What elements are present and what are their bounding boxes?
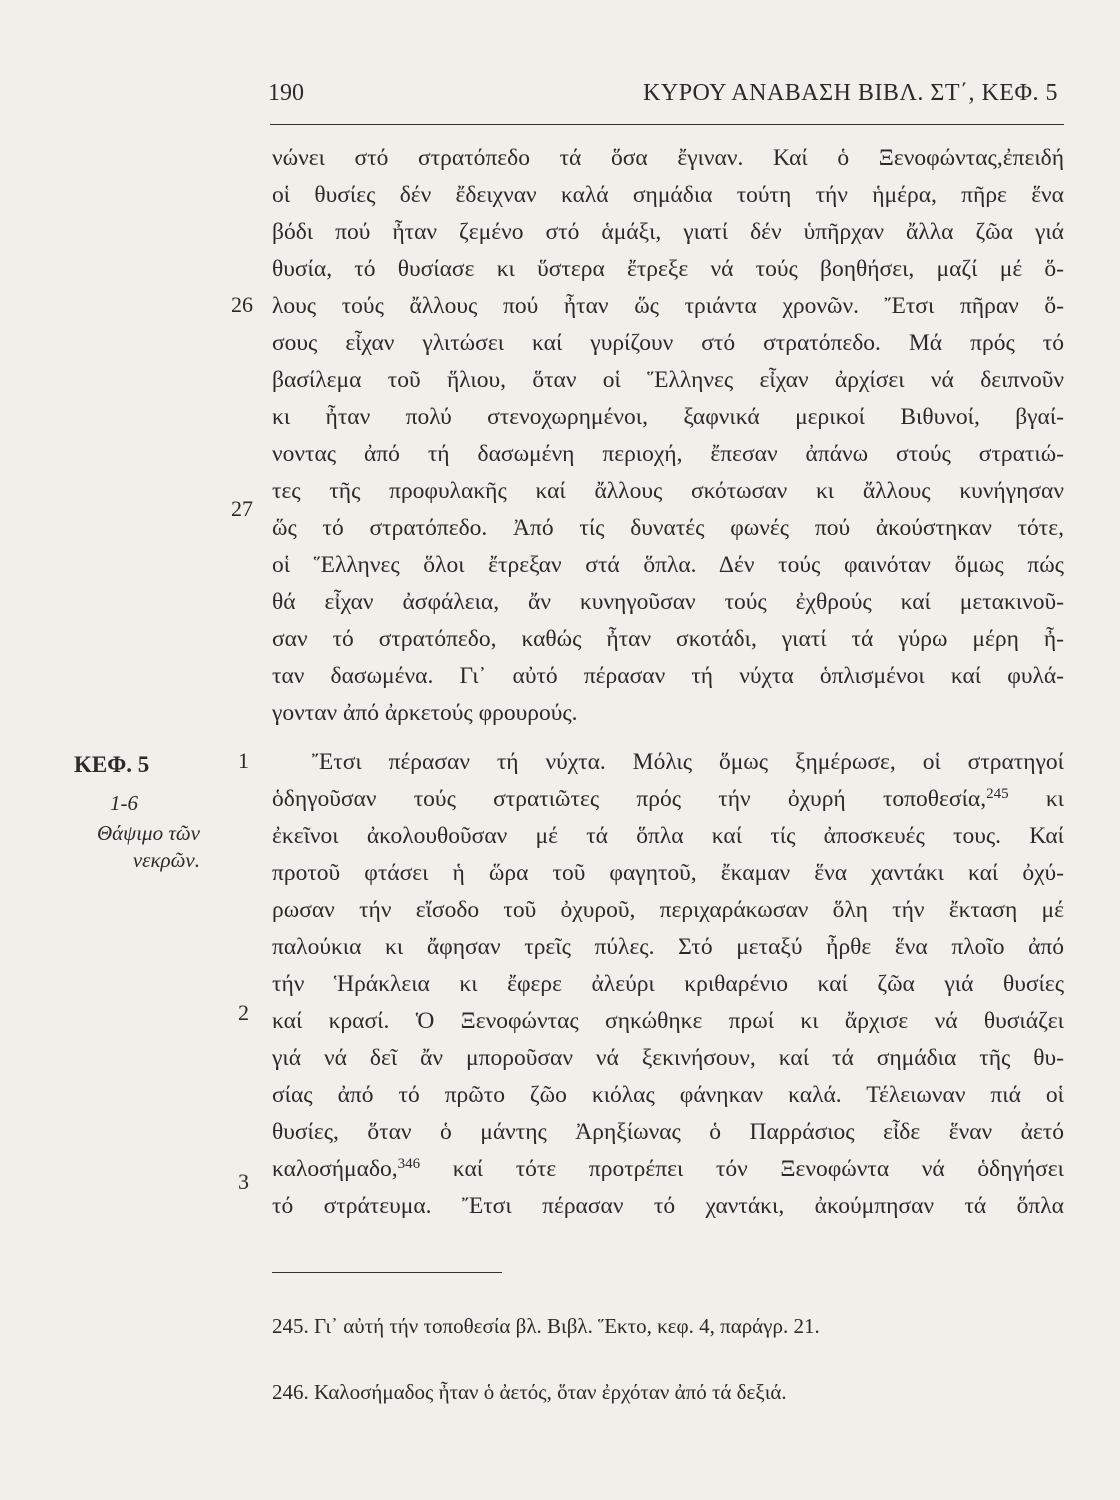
page-number: 190 [268, 80, 304, 106]
text-line: τες τῆς προφυλακῆς καί ἄλλους σκότωσαν κι ἄλλους κυνήγησαν [272, 478, 1064, 504]
text-line-with-footnote-ref [272, 781, 1064, 818]
text-line: Ἔτσι πέρασαν τή νύχτα. Μόλις ὅμως ξημέρωσε, οἱ στρατηγοί [312, 749, 1064, 775]
text-line: παλούκια κι ἄφησαν τρεῖς πύλες. Στό μεταξύ ἦρθε ἕνα πλοῖο ἀπό [272, 934, 1064, 960]
footnote-ref-346: 346 [397, 1156, 421, 1172]
header-rule [270, 124, 1064, 125]
text-line: ταν δασωμένα. Γι᾽ αὐτό πέρασαν τή νύχτα ὁπλισμένοι καί φυλά- [272, 663, 1064, 689]
line-number-2: 2 [238, 1000, 249, 1025]
footnote-ref-245: 245 [986, 786, 1009, 802]
text-line: θυσίες, ὅταν ὁ μάντης Ἀρηξίωνας ὁ Παρράσιος εἶδε ἕναν ἀετό [272, 1119, 1064, 1145]
text-line: κι ἦταν πολύ στενοχωρημένοι, ξαφνικά μερικοί Βιθυνοί, βγαί- [272, 404, 1064, 430]
footnote-rule [272, 1272, 502, 1273]
line-text: καλοσήμαδο, [272, 1156, 398, 1182]
text-line: καί κρασί. Ὁ Ξενοφώντας σηκώθηκε πρωί κι ἄρχισε νά θυσιάζει [272, 1008, 1064, 1034]
text-line: ὥς τό στρατόπεδο. Ἀπό τίς δυνατές φωνές πού ἀκούστηκαν τότε, [272, 515, 1064, 541]
text-line: νώνει στό στρατόπεδο τά ὅσα ἔγιναν. Καί ὁ Ξενοφώντας,ἐπειδή [272, 145, 1064, 171]
line-text: κι [1008, 786, 1064, 812]
text-line: θά εἶχαν ἀσφάλεια, ἄν κυνηγοῦσαν τούς ἐχθρούς καί μετακινοῦ- [272, 589, 1064, 615]
text-line: σαν τό στρατόπεδο, καθώς ἦταν σκοτάδι, γιατί τά γύρω μέρη ἦ- [272, 626, 1064, 652]
text-line: τήν Ἡράκλεια κι ἔφερε ἀλεύρι κριθαρένιο καί ζῶα γιά θυσίες [272, 971, 1064, 997]
line-text: ὁδηγοῦσαν τούς στρατιῶτες πρός τήν ὀχυρή τοποθεσία, [272, 786, 987, 812]
text-line: ρωσαν τήν εἴσοδο τοῦ ὀχυροῦ, περιχαράκωσαν ὅλη τήν ἔκταση μέ [272, 897, 1064, 923]
text-line: γιά νά δεῖ ἄν μποροῦσαν νά ξεκινήσουν, καί τά σημάδια τῆς θυ- [272, 1045, 1064, 1071]
text-line: σίας ἀπό τό πρῶτο ζῶο κιόλας φάνηκαν καλά. Τέλειωναν πιά οἱ [272, 1082, 1064, 1108]
text-line-with-footnote-ref [272, 1151, 1064, 1188]
text-line: θυσία, τό θυσίασε κι ὕστερα ἔτρεξε νά τούς βοηθήσει, μαζί μέ ὅ- [272, 256, 1064, 282]
chapter-heading: ΚΕΦ. 5 [74, 752, 150, 777]
section-caption: Θάψιμο τῶν νεκρῶν. [96, 821, 200, 872]
text-line: ἐκεῖνοι ἀκολουθοῦσαν μέ τά ὅπλα καί τίς ἀποσκευές τους. Καί [272, 823, 1064, 849]
text-line: λους τούς ἄλλους πού ἦταν ὥς τριάντα χρονῶν. Ἔτσι πῆραν ὅ- [272, 293, 1064, 319]
footnote-245: 245. Γι᾽ αὐτή τήν τοποθεσία βλ. Βιβλ. Ἕκτο, κεφ. 4, παράγρ. 21. [272, 1314, 820, 1338]
text-line: γονταν ἀπό ἀρκετούς φρουρούς. [272, 700, 578, 726]
text-line: τό στράτευμα. Ἔτσι πέρασαν τό χαντάκι, ἀκούμπησαν τά ὅπλα [272, 1193, 1064, 1219]
text-line: οἱ θυσίες δέν ἔδειχναν καλά σημάδια τούτη τήν ἡμέρα, πῆρε ἕνα [272, 182, 1064, 208]
line-number-1: 1 [238, 748, 249, 773]
text-line: οἱ Ἕλληνες ὅλοι ἔτρεξαν στά ὅπλα. Δέν τούς φαινόταν ὅμως πώς [272, 552, 1064, 578]
paragraph-2 [272, 744, 1064, 1225]
text-line: νοντας ἀπό τή δασωμένη περιοχή, ἔπεσαν ἀπάνω στούς στρατιώ- [272, 441, 1064, 467]
text-line: βασίλεμα τοῦ ἥλιου, ὅταν οἱ Ἕλληνες εἶχαν ἀρχίσει νά δειπνοῦν [272, 367, 1064, 393]
paragraph-1 [272, 140, 1064, 732]
line-text: καί τότε προτρέπει τόν Ξενοφώντα νά ὁδηγήσει [420, 1156, 1064, 1182]
running-title: ΚΥΡΟΥ ΑΝΑΒΑΣΗ ΒΙΒΛ. ΣΤ΄, ΚΕΦ. 5 [643, 80, 1058, 106]
text-line: σους εἶχαν γλιτώσει καί γυρίζουν στό στρατόπεδο. Μά πρός τό [272, 330, 1064, 356]
line-number-26: 26 [231, 292, 253, 317]
line-number-27: 27 [231, 496, 253, 521]
section-range: 1-6 [110, 791, 138, 815]
text-line: προτοῦ φτάσει ἡ ὥρα τοῦ φαγητοῦ, ἔκαμαν ἕνα χαντάκι καί ὀχύ- [272, 860, 1064, 886]
footnote-246: 246. Καλοσήμαδος ἦταν ὁ ἀετός, ὅταν ἐρχόταν ἀπό τά δεξιά. [272, 1380, 787, 1404]
text-line: βόδι πού ἦταν ζεμένο στό ἁμάξι, γιατί δέν ὑπῆρχαν ἄλλα ζῶα γιά [272, 219, 1064, 245]
line-number-3: 3 [238, 1169, 249, 1194]
